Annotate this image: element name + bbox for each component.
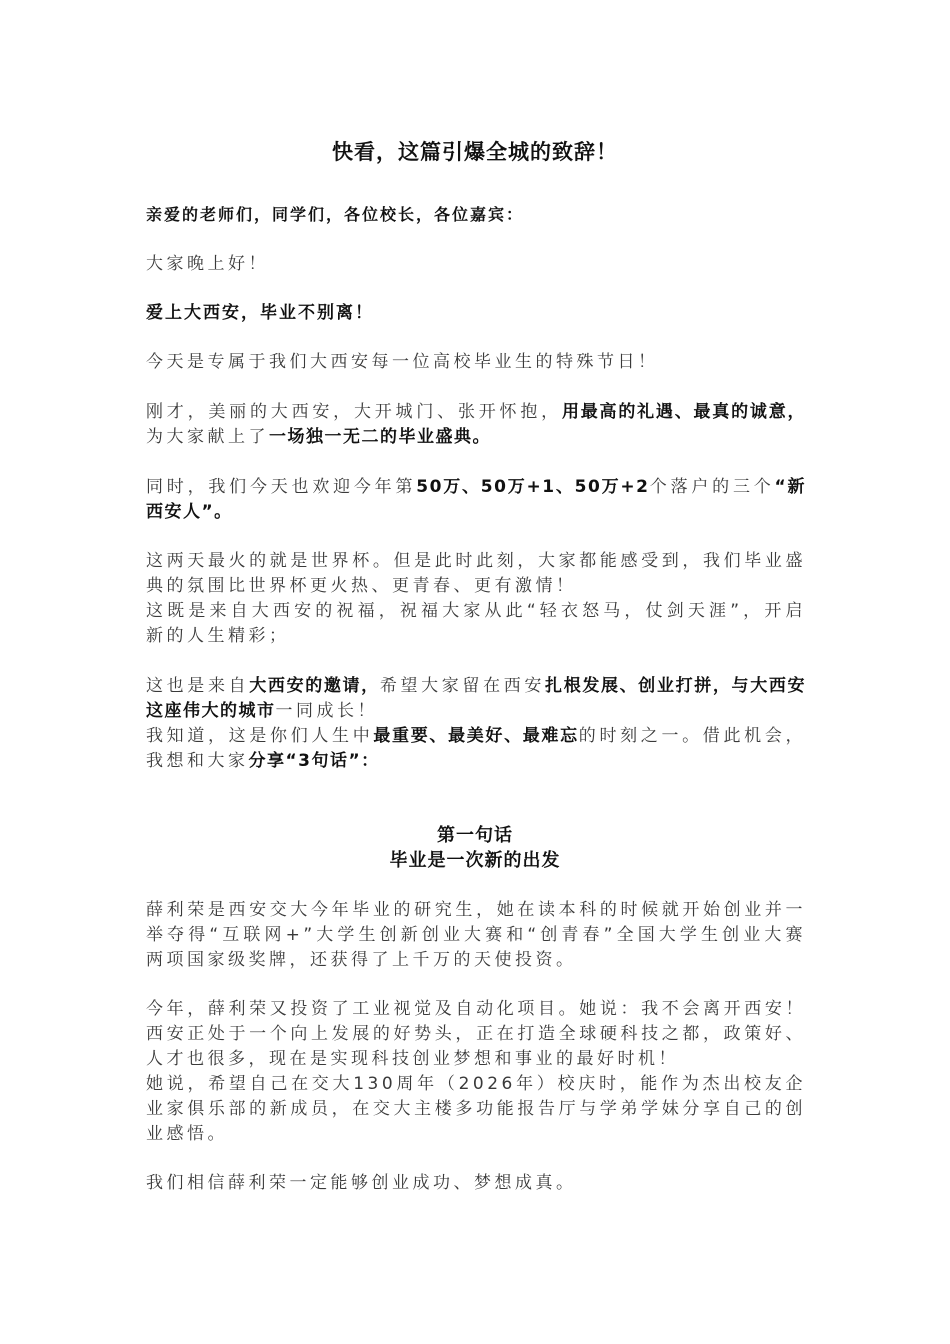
- paragraph-2-text-a: 刚才，美丽的大西安，大开城门、张开怀抱，: [146, 402, 562, 422]
- paragraph-5-bold-d: 扎根发展、创业打拼，与大西安这座伟大的城市: [146, 676, 807, 721]
- paragraph-5-text-h: 的时刻之一。借此机会，我想和大家: [146, 726, 806, 771]
- paragraph-3-text-c: 个落户的三个: [649, 477, 775, 497]
- paragraph-7: [146, 997, 806, 1147]
- paragraph-7-line-1: 今年，薛利荣又投资了工业视觉及自动化项目。她说：我不会离开西安！西安正处于一个向上发展的好势头，正在打造全球硬科技之都，政策好、人才也很多，现在是实现科技创业梦想和事业的最好时机！: [146, 999, 806, 1069]
- paragraph-8: 我们相信薛利荣一定能够创业成功、梦想成真。: [146, 1173, 577, 1193]
- paragraph-5-bold-b: 大西安的邀请，: [249, 676, 380, 696]
- paragraph-5-line-1: [146, 674, 806, 724]
- paragraph-5-line-2: [146, 724, 806, 774]
- paragraph-6: 薛利荣是西安交大今年毕业的研究生，她在读本科的时候就开始创业并一举夺得“互联网+”大学生创新创业大赛和“创青春”全国大学生创业大赛两项国家级奖牌，还获得了上千万的天使投资。: [146, 900, 806, 970]
- paragraph-3-bold-d: “新西安人”。: [146, 477, 806, 522]
- paragraph-3-text-a: 同时，我们今天也欢迎今年第: [146, 477, 417, 497]
- greeting: 亲爱的老师们，同学们，各位校长，各位嘉宾：: [146, 205, 525, 224]
- paragraph-3: [146, 475, 806, 525]
- paragraph-5-bold-g: 最重要、最美好、最难忘: [373, 726, 579, 746]
- paragraph-5-text-f: 我知道，这是你们人生中: [146, 726, 374, 746]
- paragraph-4: [146, 549, 806, 649]
- paragraph-2-bold-b: 用最高的礼遇、最真的诚意，: [561, 402, 806, 422]
- paragraph-2-text-c: 为大家献上了: [146, 427, 269, 447]
- paragraph-5-text-a: 这也是来自: [146, 676, 250, 696]
- paragraph-4-line-1: 这两天最火的就是世界杯。但是此时此刻，大家都能感受到，我们毕业盛典的氛围比世界杯更火热、更青春、更有激情！: [146, 551, 806, 596]
- paragraph-5-text-c: 希望大家留在西安: [379, 676, 546, 696]
- paragraph-4-line-2: 这既是来自大西安的祝福，祝福大家从此“轻衣怒马，仗剑天涯”，开启新的人生精彩；: [146, 601, 806, 646]
- paragraph-3-bold-b: 50万、50万+1、50万+2: [416, 477, 650, 497]
- document-title: 快看，这篇引爆全城的致辞！: [332, 140, 618, 164]
- paragraph-7-line-2: 她说，希望自己在交大130周年（2026年）校庆时，能作为杰出校友企业家俱乐部的新成员，在交大主楼多功能报告厅与学弟学妹分享自己的创业感悟。: [146, 1074, 806, 1144]
- paragraph-2: [146, 400, 806, 450]
- paragraph-5-text-e: 一同成长！: [275, 701, 378, 721]
- paragraph-1: 今天是专属于我们大西安每一位高校毕业生的特殊节日！: [146, 352, 659, 372]
- paragraph-5: [146, 674, 806, 774]
- paragraph-2-bold-d: 一场独一无二的毕业盛典。: [269, 427, 491, 447]
- slogan: 爱上大西安，毕业不别离！: [146, 303, 374, 323]
- section-subheading: 毕业是一次新的出发: [389, 850, 561, 871]
- evening-greeting: 大家晚上好！: [146, 254, 269, 274]
- section-heading: 第一句话: [437, 825, 513, 846]
- paragraph-5-bold-i: 分享“3句话”：: [248, 751, 380, 771]
